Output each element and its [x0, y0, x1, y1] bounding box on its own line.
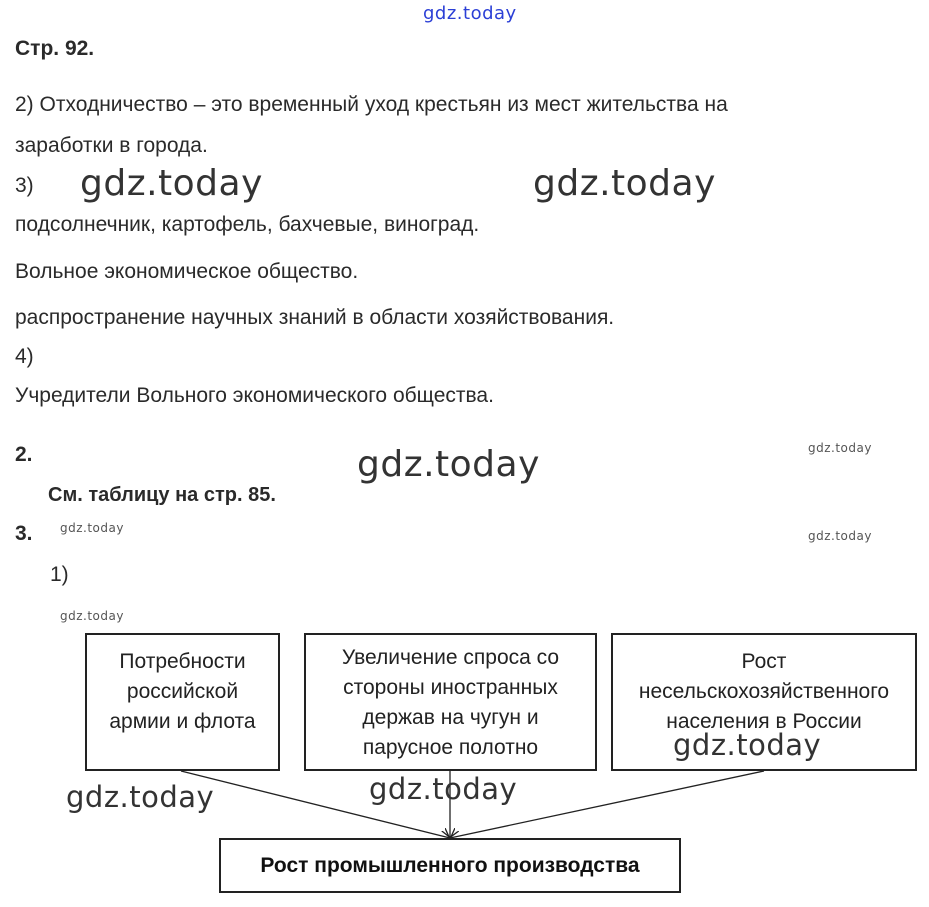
watermark: gdz.today: [80, 163, 263, 204]
cause-line: стороны иностранных: [343, 676, 558, 699]
watermark: gdz.today: [60, 521, 124, 535]
answer-line: Вольное экономическое общество.: [15, 260, 359, 283]
watermark: gdz.today: [673, 728, 822, 762]
cause-line: российской: [126, 680, 239, 703]
subtask-number: 1): [50, 563, 69, 586]
result-box: [219, 838, 681, 893]
watermark: gdz.today: [60, 609, 124, 623]
cause-line: Рост: [741, 650, 787, 673]
answer-number: 4): [15, 345, 34, 368]
cause-line: армии и флота: [109, 710, 256, 733]
cause-line: Увеличение спроса со: [341, 646, 560, 669]
cause-box: [304, 633, 597, 771]
answer-line: подсолнечник, картофель, бахчевые, виноград.: [15, 213, 480, 236]
task-number: 3.: [15, 522, 33, 545]
watermark: gdz.today: [66, 780, 215, 814]
answer-number: 3): [15, 174, 34, 197]
result-label: Рост промышленного производства: [260, 853, 640, 877]
watermark: gdz.today: [808, 441, 872, 455]
cause-line: населения в России: [666, 710, 862, 733]
cause-line: Потребности: [119, 650, 246, 673]
page-title: Стр. 92.: [15, 37, 95, 60]
watermark: gdz.today: [423, 3, 517, 24]
answer-line: заработки в города.: [15, 134, 208, 157]
watermark: gdz.today: [533, 163, 716, 204]
watermark: gdz.today: [808, 529, 872, 543]
answer-line: 2) Отходничество – это временный уход крестьян из мест жительства на: [15, 93, 728, 116]
watermark: gdz.today: [369, 772, 518, 806]
answer-line: распространение научных знаний в области хозяйствования.: [15, 306, 615, 329]
answer-line: Учредители Вольного экономического общества.: [15, 384, 494, 407]
cause-line: парусное полотно: [362, 736, 539, 759]
watermark: gdz.today: [357, 444, 540, 485]
task-number: 2.: [15, 443, 33, 466]
cause-line: держав на чугун и: [362, 706, 539, 729]
task-text: См. таблицу на стр. 85.: [48, 484, 276, 506]
cause-box: [85, 633, 280, 771]
cause-line: несельскохозяйственного: [638, 680, 890, 703]
